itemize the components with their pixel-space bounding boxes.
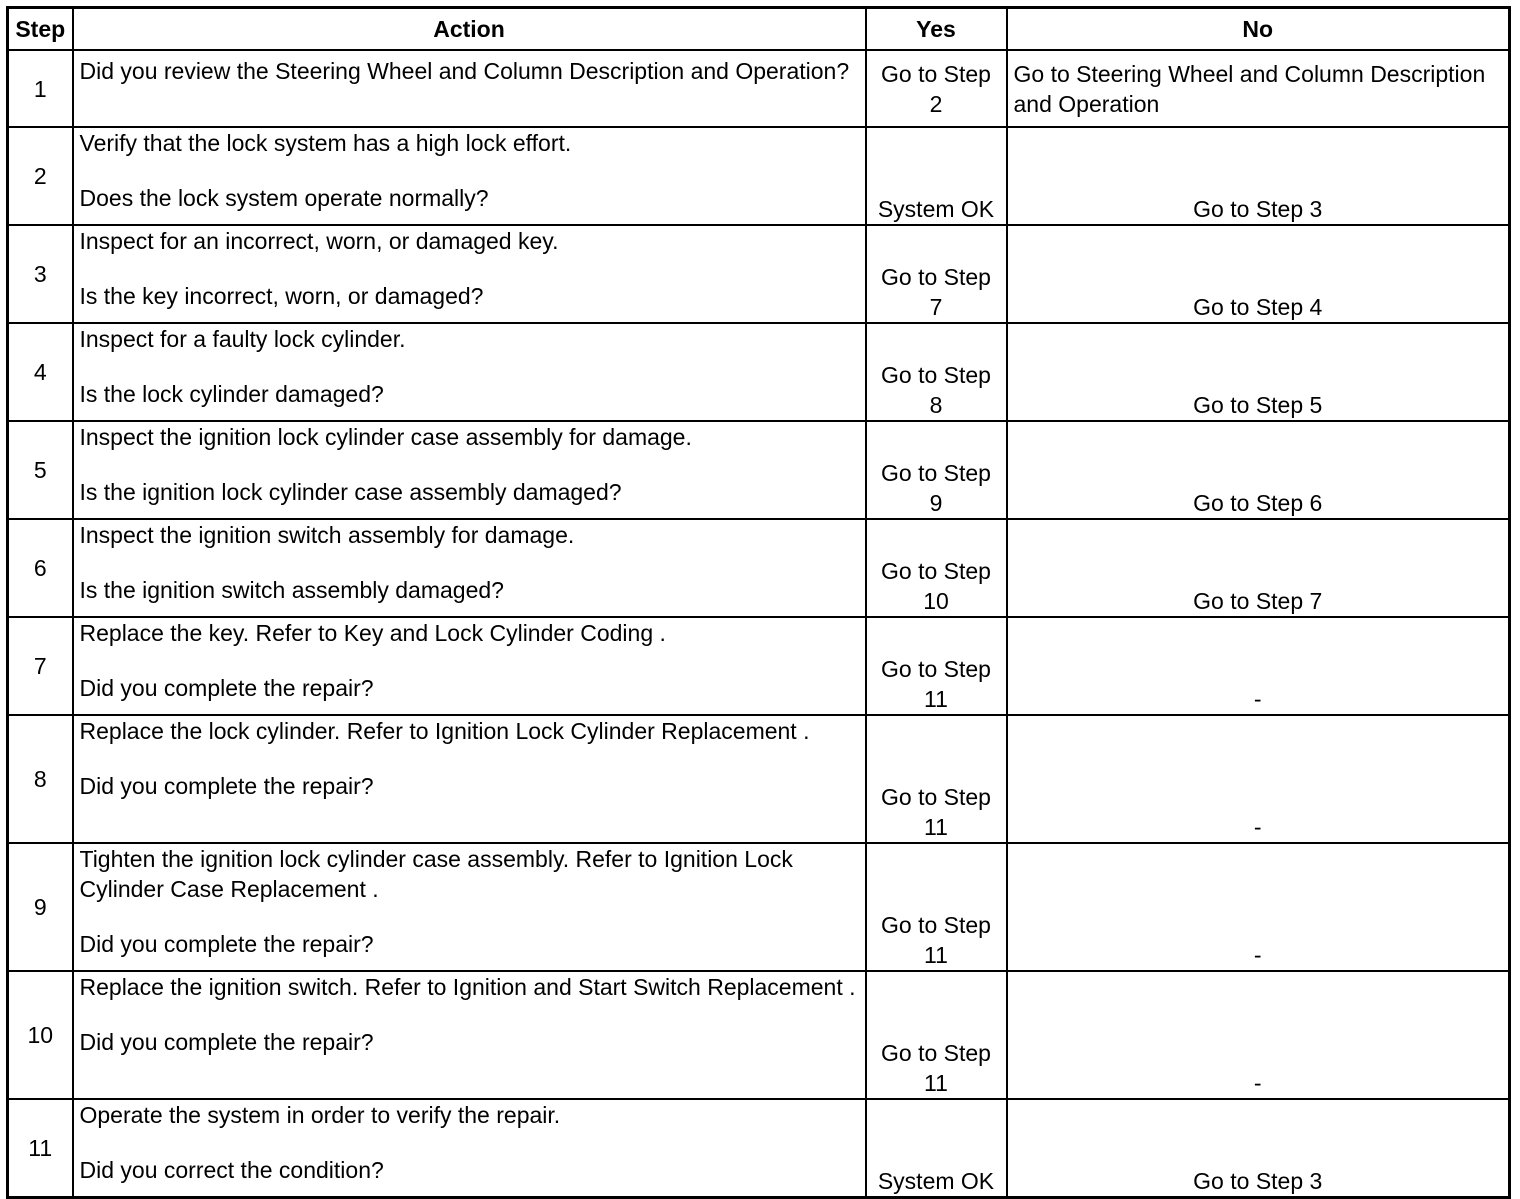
step-number: 6	[8, 519, 73, 617]
action-cell	[73, 843, 866, 971]
step-number: 5	[8, 421, 73, 519]
header-no: No	[1007, 8, 1510, 51]
table-row	[8, 971, 1510, 1099]
action-question: Did you complete the repair?	[79, 675, 374, 701]
no-cell: Go to Step 6	[1007, 421, 1510, 519]
no-cell: Go to Step 4	[1007, 225, 1510, 323]
action-question: Did you complete the repair?	[79, 1029, 374, 1055]
no-cell: Go to Step 3	[1007, 127, 1510, 225]
table-row	[8, 421, 1510, 519]
step-number: 2	[8, 127, 73, 225]
table-row	[8, 225, 1510, 323]
table-row	[8, 323, 1510, 421]
no-cell: -	[1007, 843, 1510, 971]
step-number: 7	[8, 617, 73, 715]
no-cell: -	[1007, 715, 1510, 843]
yes-cell: Go to Step 2	[866, 50, 1007, 127]
step-number: 4	[8, 323, 73, 421]
header-action: Action	[73, 8, 866, 51]
action-question: Did you complete the repair?	[79, 931, 374, 957]
yes-cell: Go to Step 11	[866, 843, 1007, 971]
table-row	[8, 715, 1510, 843]
yes-cell: Go to Step 7	[866, 225, 1007, 323]
table-row	[8, 843, 1510, 971]
header-yes: Yes	[866, 8, 1007, 51]
yes-cell: Go to Step 11	[866, 715, 1007, 843]
action-cell	[73, 715, 866, 843]
action-question: Did you complete the repair?	[79, 773, 374, 799]
action-cell	[73, 519, 866, 617]
step-number: 10	[8, 971, 73, 1099]
action-text: Did you review the Steering Wheel and Column Description and Operation?	[79, 58, 850, 84]
action-cell	[73, 225, 866, 323]
yes-cell: Go to Step 9	[866, 421, 1007, 519]
step-number: 1	[8, 50, 73, 127]
action-question: Is the ignition switch assembly damaged?	[79, 577, 504, 603]
table-row	[8, 519, 1510, 617]
action-text: Replace the lock cylinder. Refer to Ignition Lock Cylinder Replacement .	[79, 718, 810, 744]
action-cell	[73, 127, 866, 225]
step-number: 11	[8, 1099, 73, 1198]
action-question: Does the lock system operate normally?	[79, 185, 489, 211]
no-cell: Go to Step 7	[1007, 519, 1510, 617]
diagnostic-table	[6, 6, 1511, 1199]
action-question: Did you correct the condition?	[79, 1157, 384, 1183]
action-text: Operate the system in order to verify the repair.	[79, 1102, 561, 1128]
no-cell: -	[1007, 971, 1510, 1099]
header-row	[8, 8, 1510, 51]
yes-cell: System OK	[866, 127, 1007, 225]
table-row	[8, 50, 1510, 127]
header-step: Step	[8, 8, 73, 51]
no-cell: Go to Steering Wheel and Column Description and Operation	[1007, 50, 1510, 127]
step-number: 8	[8, 715, 73, 843]
action-text: Replace the key. Refer to Key and Lock Cylinder Coding .	[79, 620, 666, 646]
action-text: Verify that the lock system has a high lock effort.	[79, 130, 572, 156]
action-text: Tighten the ignition lock cylinder case assembly. Refer to Ignition Lock Cylinder Case Replacement .	[79, 846, 793, 902]
action-text: Inspect the ignition lock cylinder case assembly for damage.	[79, 424, 692, 450]
action-text: Replace the ignition switch. Refer to Ignition and Start Switch Replacement .	[79, 974, 856, 1000]
step-number: 3	[8, 225, 73, 323]
action-cell	[73, 323, 866, 421]
no-cell: Go to Step 3	[1007, 1099, 1510, 1198]
action-cell	[73, 421, 866, 519]
action-text: Inspect for an incorrect, worn, or damaged key.	[79, 228, 559, 254]
action-cell	[73, 971, 866, 1099]
yes-cell: Go to Step 8	[866, 323, 1007, 421]
action-text: Inspect the ignition switch assembly for damage.	[79, 522, 575, 548]
action-cell	[73, 1099, 866, 1198]
action-cell	[73, 617, 866, 715]
action-text: Inspect for a faulty lock cylinder.	[79, 326, 406, 352]
action-cell	[73, 50, 866, 127]
no-cell: Go to Step 5	[1007, 323, 1510, 421]
yes-cell: Go to Step 11	[866, 971, 1007, 1099]
action-question: Is the lock cylinder damaged?	[79, 381, 384, 407]
action-question: Is the ignition lock cylinder case assembly damaged?	[79, 479, 622, 505]
table-row	[8, 127, 1510, 225]
table-row	[8, 617, 1510, 715]
yes-cell: Go to Step 10	[866, 519, 1007, 617]
no-cell: -	[1007, 617, 1510, 715]
yes-cell: System OK	[866, 1099, 1007, 1198]
table-row	[8, 1099, 1510, 1198]
step-number: 9	[8, 843, 73, 971]
action-question: Is the key incorrect, worn, or damaged?	[79, 283, 484, 309]
yes-cell: Go to Step 11	[866, 617, 1007, 715]
